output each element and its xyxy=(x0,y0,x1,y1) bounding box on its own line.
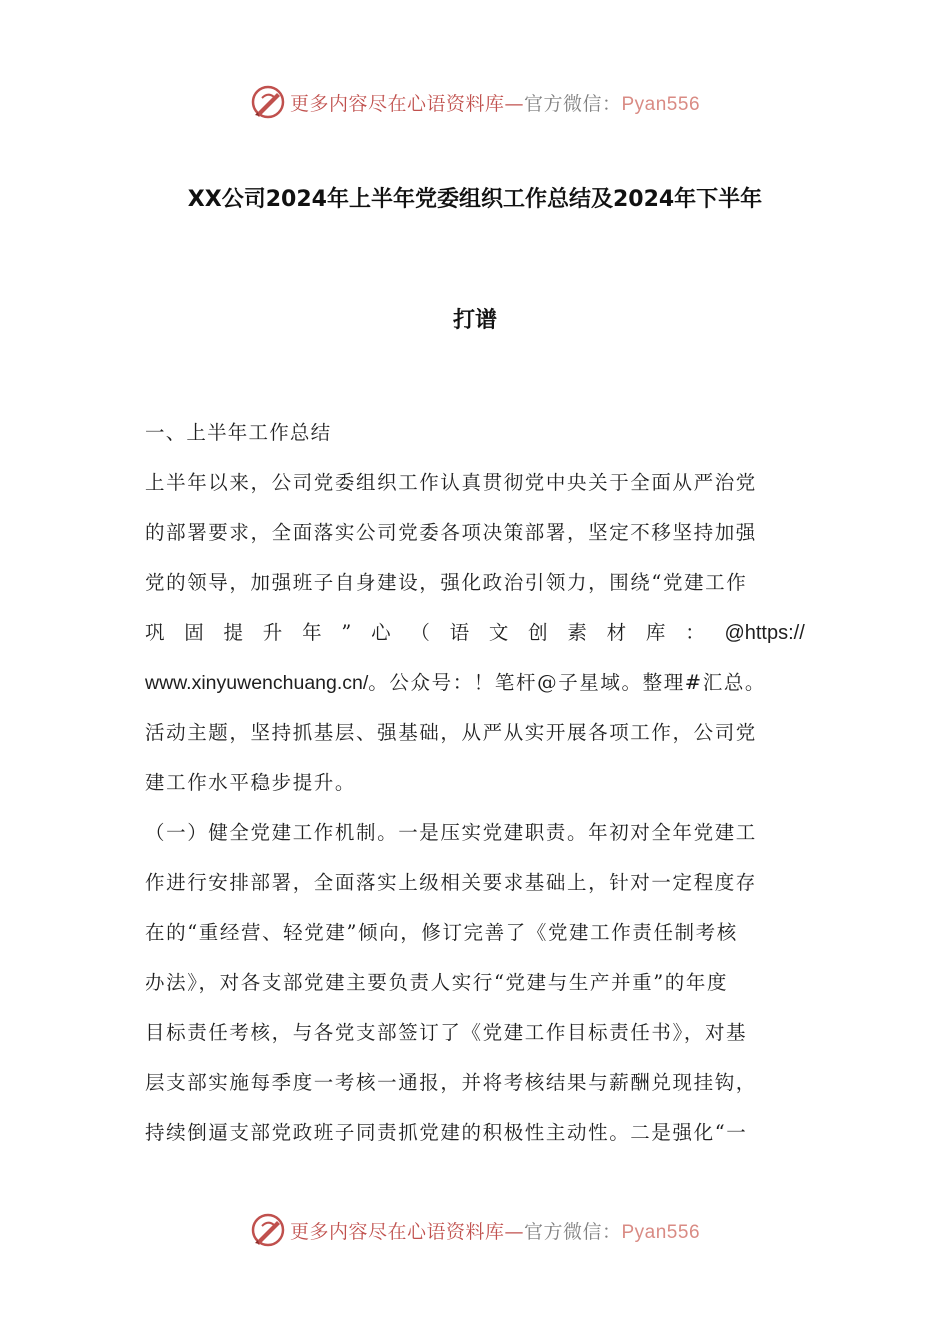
pen-logo-icon xyxy=(250,1212,286,1248)
banner-main-text: 更多内容尽在心语资料库— xyxy=(289,92,524,115)
document-title-line2: 打谱 xyxy=(452,308,497,333)
paragraph-1-line-2: 的部署要求，全面落实公司党委各项决策部署，坚定不移坚持加强 xyxy=(145,521,757,544)
paragraph-2-line-7: 持续倒逼支部党政班子同责抓党建的积极性主动性。二是强化“一 xyxy=(145,1121,748,1144)
justified-char: 巩 xyxy=(145,621,165,644)
paragraph-1-line-3: 党的领导，加强班子自身建设，强化政治引领力，围绕“党建工作 xyxy=(145,571,748,594)
banner-wechat-label: 官方微信： xyxy=(523,92,622,115)
document-body xyxy=(145,420,805,1170)
header-banner xyxy=(0,80,950,124)
banner-text xyxy=(290,1217,700,1244)
justified-char: 升 xyxy=(262,621,283,644)
justified-char: 素 xyxy=(567,621,587,644)
section-heading: 一、上半年工作总结 xyxy=(145,421,332,444)
footer-banner xyxy=(0,1208,950,1252)
paragraph-1-line-4 xyxy=(145,620,805,670)
banner-wechat-id: Pyan556 xyxy=(621,93,701,115)
justified-char: @https:// xyxy=(724,622,805,644)
justified-char: ” xyxy=(341,621,352,644)
paragraph-2-line-6: 层支部实施每季度一考核一通报，并将考核结果与薪酬兑现挂钩， xyxy=(145,1071,757,1094)
justified-char: 提 xyxy=(223,621,244,644)
justified-char: 文 xyxy=(488,621,509,644)
paragraph-1-line-1: 上半年以来，公司党委组织工作认真贯彻党中央关于全面从严治党 xyxy=(145,471,757,494)
paragraph-2-line-3: 在的“重经营、轻党建”倾向，修订完善了《党建工作责任制考核 xyxy=(145,921,738,944)
justified-char: 材 xyxy=(606,621,627,644)
justified-char: 固 xyxy=(184,621,204,644)
justified-char: （ xyxy=(410,621,430,644)
website-url-text: www.xinyuwenchuang.cn/ xyxy=(145,672,369,694)
banner-text xyxy=(290,89,700,116)
justified-char: 库 xyxy=(645,621,666,644)
justified-char: 语 xyxy=(449,621,470,644)
paragraph-2-line-1: （一）健全党建工作机制。一是压实党建职责。年初对全年党建工 xyxy=(145,821,757,844)
justified-char: 创 xyxy=(528,621,548,644)
justified-char: 年 xyxy=(302,621,322,644)
paragraph-1-line-5 xyxy=(145,670,805,720)
paragraph-2-line-5: 目标责任考核，与各党支部签订了《党建工作目标责任书》，对基 xyxy=(145,1021,748,1044)
banner-main-text: 更多内容尽在心语资料库— xyxy=(289,1220,524,1243)
justified-char: 心 xyxy=(371,621,391,644)
paragraph-2-line-4: 办法》，对各支部党建主要负责人实行“党建与生产并重”的年度 xyxy=(145,971,729,994)
paragraph-1-line-7: 建工作水平稳步提升。 xyxy=(145,771,357,794)
banner-wechat-id: Pyan556 xyxy=(621,1221,701,1243)
paragraph-1-line-6: 活动主题，坚持抓基层、强基础，从严从实开展各项工作，公司党 xyxy=(145,721,757,744)
paragraph-1-line-5-rest: 。公众号：！笔杆@子星域。整理#汇总。 xyxy=(368,671,767,694)
justified-char: ： xyxy=(685,621,705,644)
pen-logo-icon xyxy=(250,84,286,120)
document-title-line1: XX公司2024年上半年党委组织工作总结及2024年下半年 xyxy=(187,187,763,212)
paragraph-2-line-2: 作进行安排部署，全面落实上级相关要求基础上，针对一定程度存 xyxy=(145,871,757,894)
banner-wechat-label: 官方微信： xyxy=(523,1220,622,1243)
